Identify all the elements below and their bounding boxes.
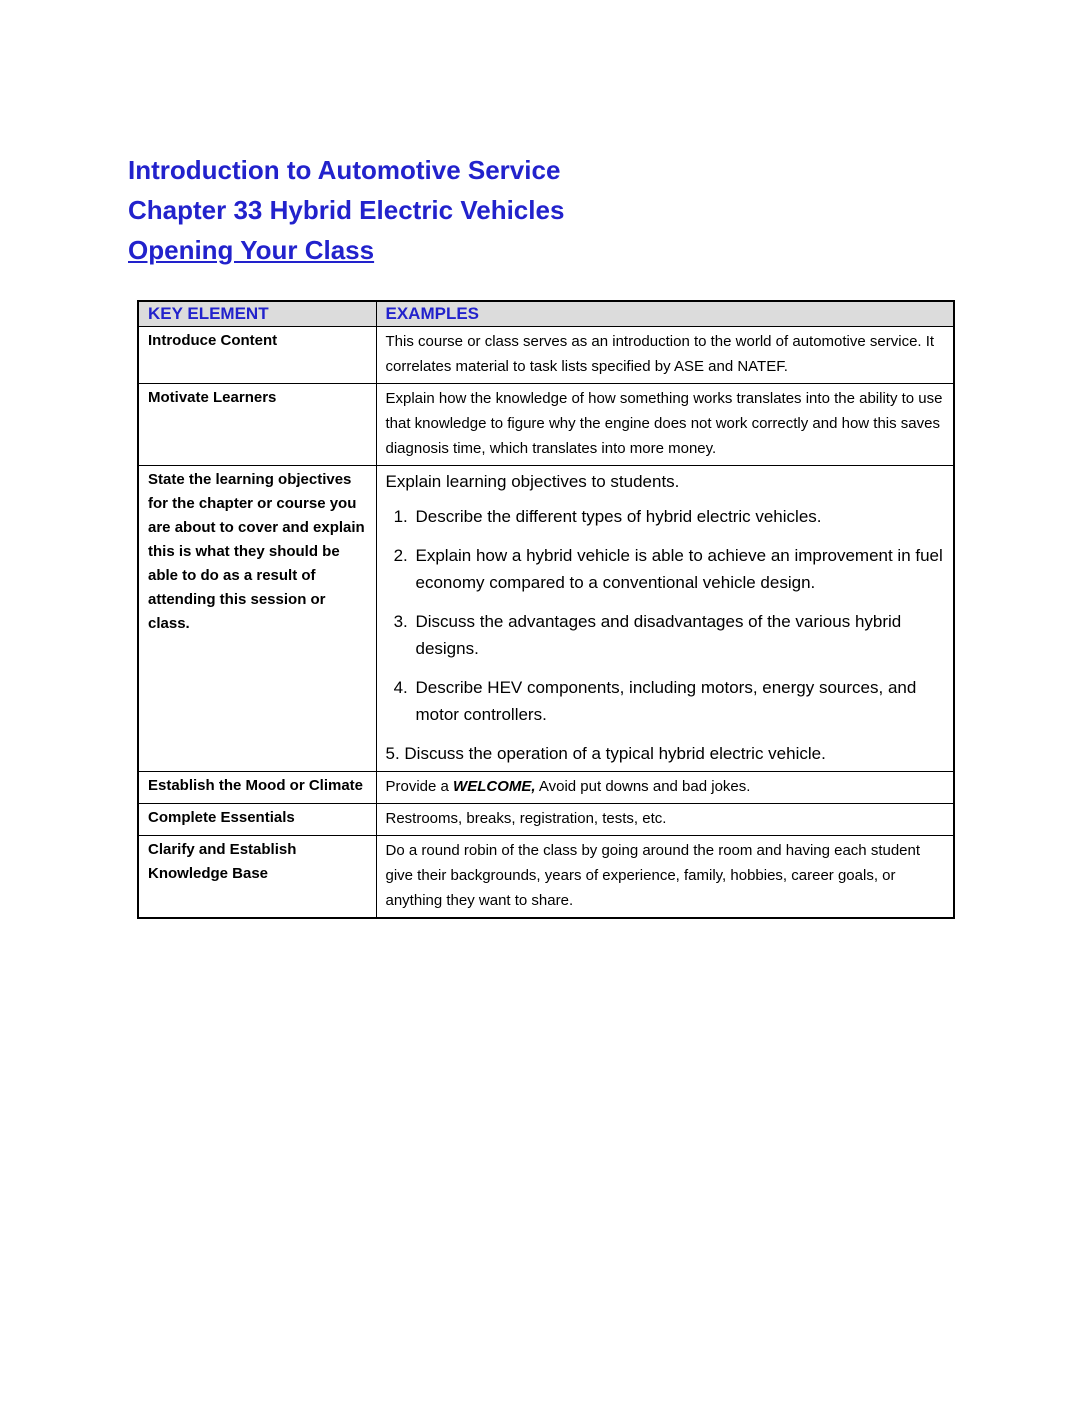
doc-title-line-2: Chapter 33 Hybrid Electric Vehicles [128, 195, 565, 225]
table-head [138, 301, 954, 327]
table-header-key-element: KEY ELEMENT [138, 301, 376, 327]
table-row-motivate-learners [138, 384, 954, 466]
table-row-learning-objectives [138, 466, 954, 772]
doc-title-line-1: Introduction to Automotive Service [128, 155, 561, 185]
objective-item-1: 1. Describe the different types of hybrid electric vehicles. [413, 503, 945, 530]
key-cell-learning-objectives: State the learning objectives for the chapter or course you are about to cover and explain this is what they should be able to do as a result of attending this session or class. [138, 466, 376, 772]
objective-item-3: 3. Discuss the advantages and disadvantages of the various hybrid designs. [413, 608, 945, 662]
key-element-table [137, 300, 955, 919]
welcome-text-suffix: Avoid put downs and bad jokes. [535, 778, 751, 795]
key-cell-complete-essentials: Complete Essentials [138, 804, 376, 836]
key-cell-establish-mood: Establish the Mood or Climate [138, 772, 376, 804]
welcome-text-prefix: Provide a [385, 778, 454, 795]
key-cell-introduce-content: Introduce Content [138, 327, 376, 384]
table-row-clarify-knowledge-base [138, 836, 954, 919]
table-header-examples: EXAMPLES [376, 301, 954, 327]
objectives-intro-text: Explain learning objectives to students. [385, 472, 680, 491]
table-header-row [138, 301, 954, 327]
table-row-introduce-content [138, 327, 954, 384]
example-cell-introduce-content: This course or class serves as an introduction to the world of automotive service. It correlates material to task lists specified by ASE and NATEF. [376, 327, 954, 384]
example-cell-learning-objectives [376, 466, 954, 772]
table-row-establish-mood [138, 772, 954, 804]
example-cell-clarify-knowledge-base: Do a round robin of the class by going around the room and having each student give their backgrounds, years of experience, family, hobbies, career goals, or anything they want to share. [376, 836, 954, 919]
example-cell-motivate-learners: Explain how the knowledge of how something works translates into the ability to use that knowledge to figure why the engine does not work correctly and how this saves diagnosis time, which translates into more money. [376, 384, 954, 466]
table-body [138, 327, 954, 919]
example-cell-complete-essentials: Restrooms, breaks, registration, tests, etc. [376, 804, 954, 836]
objective-item-4: 4. Describe HEV components, including motors, energy sources, and motor controllers. [413, 674, 945, 728]
key-cell-clarify-knowledge-base: Clarify and Establish Knowledge Base [138, 836, 376, 919]
key-cell-motivate-learners: Motivate Learners [138, 384, 376, 466]
doc-title-line-3: Opening Your Class [128, 235, 375, 265]
example-cell-establish-mood [376, 772, 954, 804]
table-row-complete-essentials [138, 804, 954, 836]
objective-item-2: 2. Explain how a hybrid vehicle is able to achieve an improvement in fuel economy compared to a conventional vehicle design. [413, 542, 945, 596]
objectives-list [386, 503, 945, 728]
objective-item-5: 5. Discuss the operation of a typical hybrid electric vehicle. [385, 744, 826, 763]
welcome-text-emphasis: WELCOME, [453, 778, 536, 795]
